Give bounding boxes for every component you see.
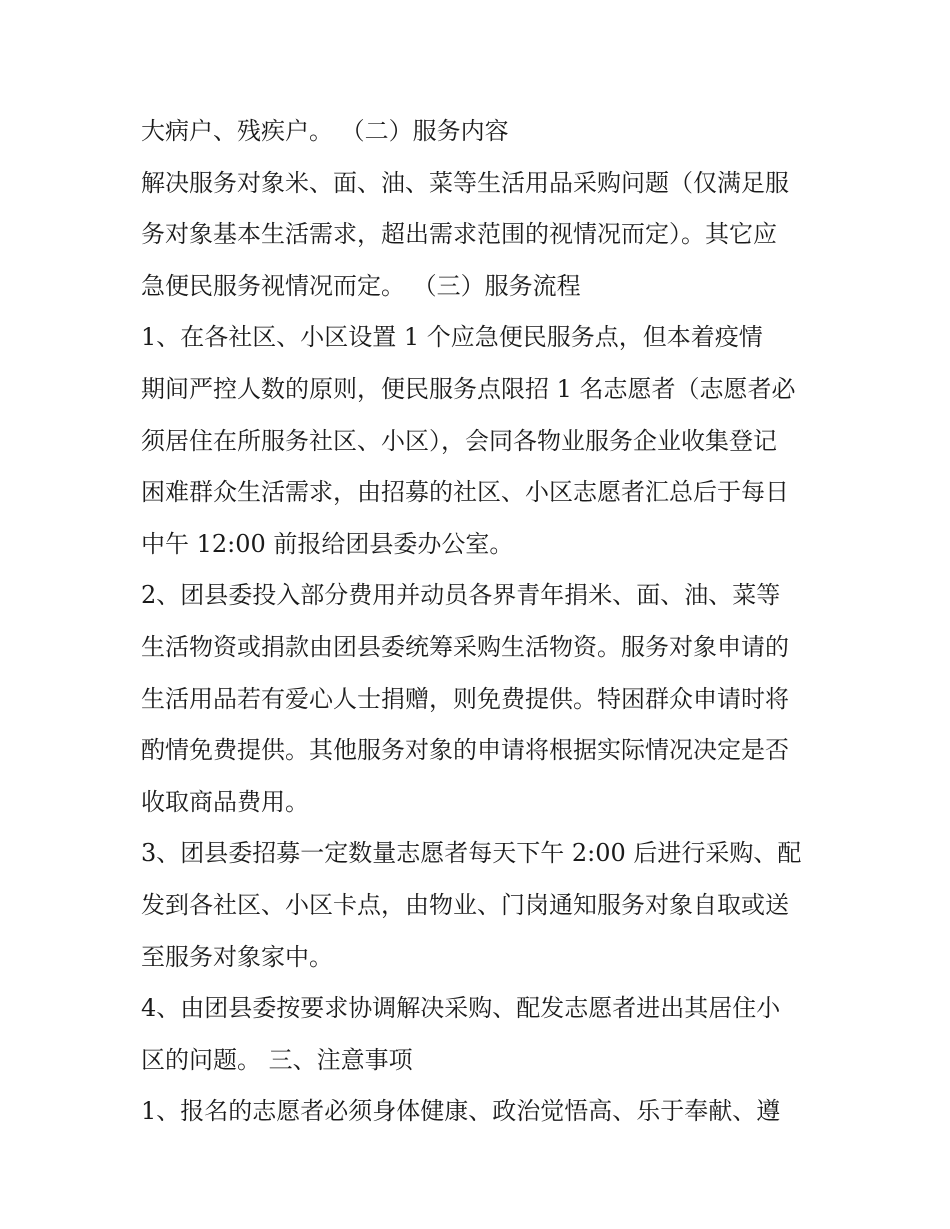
text-line: 1、报名的志愿者必须身体健康、政治觉悟高、乐于奉献、遵 — [141, 1097, 781, 1126]
text-line: 大病户、残疾户。 （二）服务内容 — [141, 117, 509, 145]
text-line: 区的问题。 三、注意事项 — [141, 1045, 413, 1074]
text-line: 1、在各社区、小区设置 1 个应急便民服务点，但本着疫情 — [141, 323, 763, 352]
text-line: 4、由团县委按要求协调解决采购、配发志愿者进出其居住小 — [141, 994, 781, 1023]
document-body — [141, 112, 821, 1144]
text-line: 急便民服务视情况而定。 （三）服务流程 — [141, 271, 581, 300]
text-line: 务对象基本生活需求，超出需求范围的视情况而定）。其它应 — [141, 220, 777, 249]
text-line: 2、团县委投入部分费用并动员各界青年捐米、面、油、菜等 — [141, 581, 781, 610]
text-line: 期间严控人数的原则，便民服务点限招 1 名志愿者（志愿者必 — [141, 374, 796, 403]
text-line: 困难群众生活需求，由招募的社区、小区志愿者汇总后于每日 — [141, 478, 789, 507]
text-line: 生活用品若有爱心人士捐赠，则免费提供。特困群众申请时将 — [141, 684, 789, 713]
text-line: 发到各社区、小区卡点，由物业、门岗通知服务对象自取或送 — [141, 890, 789, 919]
text-line: 须居住在所服务社区、小区），会同各物业服务企业收集登记 — [141, 426, 777, 455]
text-line: 3、团县委招募一定数量志愿者每天下午 2:00 后进行采购、配 — [141, 839, 802, 868]
text-line: 解决服务对象米、面、油、菜等生活用品采购问题（仅满足服 — [141, 168, 789, 197]
text-line: 至服务对象家中。 — [141, 942, 333, 971]
text-line: 中午 12:00 前报给团县委办公室。 — [141, 529, 514, 558]
text-line: 收取商品费用。 — [141, 787, 309, 816]
text-line: 酌情免费提供。其他服务对象的申请将根据实际情况决定是否 — [141, 736, 789, 765]
text-line: 生活物资或捐款由团县委统筹采购生活物资。服务对象申请的 — [141, 632, 789, 661]
